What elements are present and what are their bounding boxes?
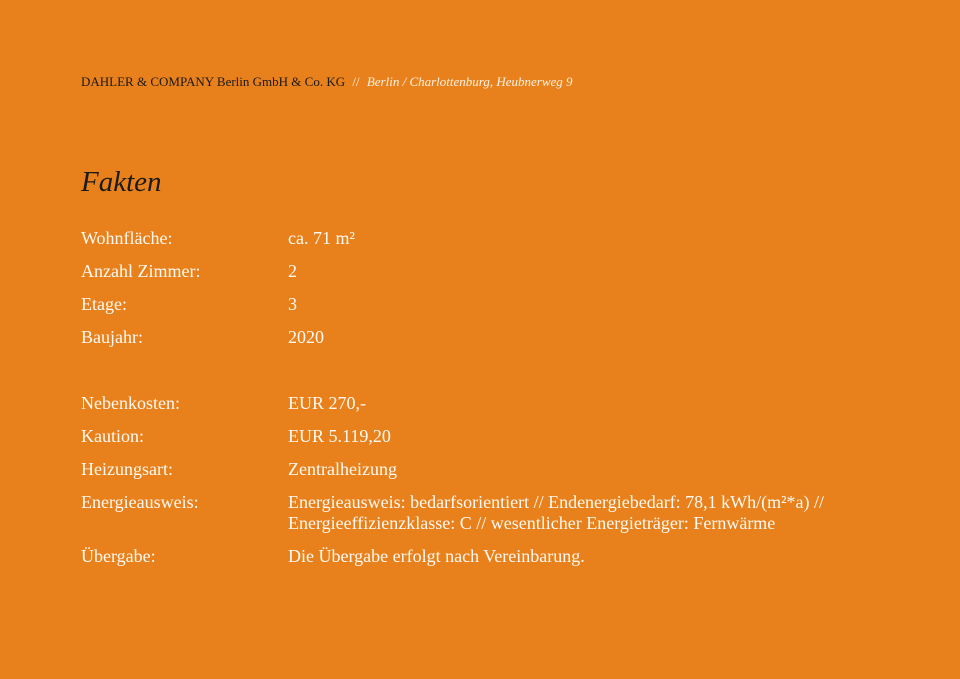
fact-label: Nebenkosten: — [81, 393, 180, 413]
fact-row-zimmer — [81, 261, 881, 282]
fact-value: EUR 5.119,20 — [288, 426, 391, 446]
fact-label: Übergabe: — [81, 546, 156, 566]
fact-row-etage — [81, 294, 881, 315]
header-separator: // — [352, 74, 360, 89]
fact-label: Kaution: — [81, 426, 144, 446]
company-name: DAHLER & COMPANY Berlin GmbH & Co. KG — [81, 74, 346, 89]
fact-row-heizungsart — [81, 459, 881, 480]
fact-label: Energieausweis: — [81, 492, 199, 512]
fact-row-baujahr — [81, 327, 881, 348]
fact-row-wohnflaeche — [81, 228, 881, 249]
fact-value: ca. 71 m² — [288, 228, 355, 248]
fact-label: Wohnfläche: — [81, 228, 173, 248]
property-location: Berlin / Charlottenburg, Heubnerweg 9 — [366, 74, 573, 89]
fact-label: Heizungsart: — [81, 459, 173, 479]
page-title: Fakten — [81, 166, 162, 198]
facts-list-costs — [81, 393, 881, 579]
fact-value: Die Übergabe erfolgt nach Vereinbarung. — [288, 546, 585, 566]
fact-row-uebergabe — [81, 546, 881, 567]
fact-label: Etage: — [81, 294, 127, 314]
facts-list-basic — [81, 228, 881, 360]
fact-value: Energieausweis: bedarfsorientiert // Endenergiebedarf: 78,1 kWh/(m²*a) // Energieeffizienzklasse: C // wesentlicher Energieträger: Fernwärme — [288, 492, 825, 533]
fact-value: EUR 270,- — [288, 393, 366, 413]
fact-label: Baujahr: — [81, 327, 143, 347]
document-header — [81, 74, 573, 90]
fact-value: 2 — [288, 261, 297, 281]
fact-value: 2020 — [288, 327, 324, 347]
fact-row-nebenkosten — [81, 393, 881, 414]
fact-row-energieausweis — [81, 492, 881, 534]
fact-value: 3 — [288, 294, 297, 314]
fact-value: Zentralheizung — [288, 459, 397, 479]
fact-row-kaution — [81, 426, 881, 447]
fact-label: Anzahl Zimmer: — [81, 261, 201, 281]
